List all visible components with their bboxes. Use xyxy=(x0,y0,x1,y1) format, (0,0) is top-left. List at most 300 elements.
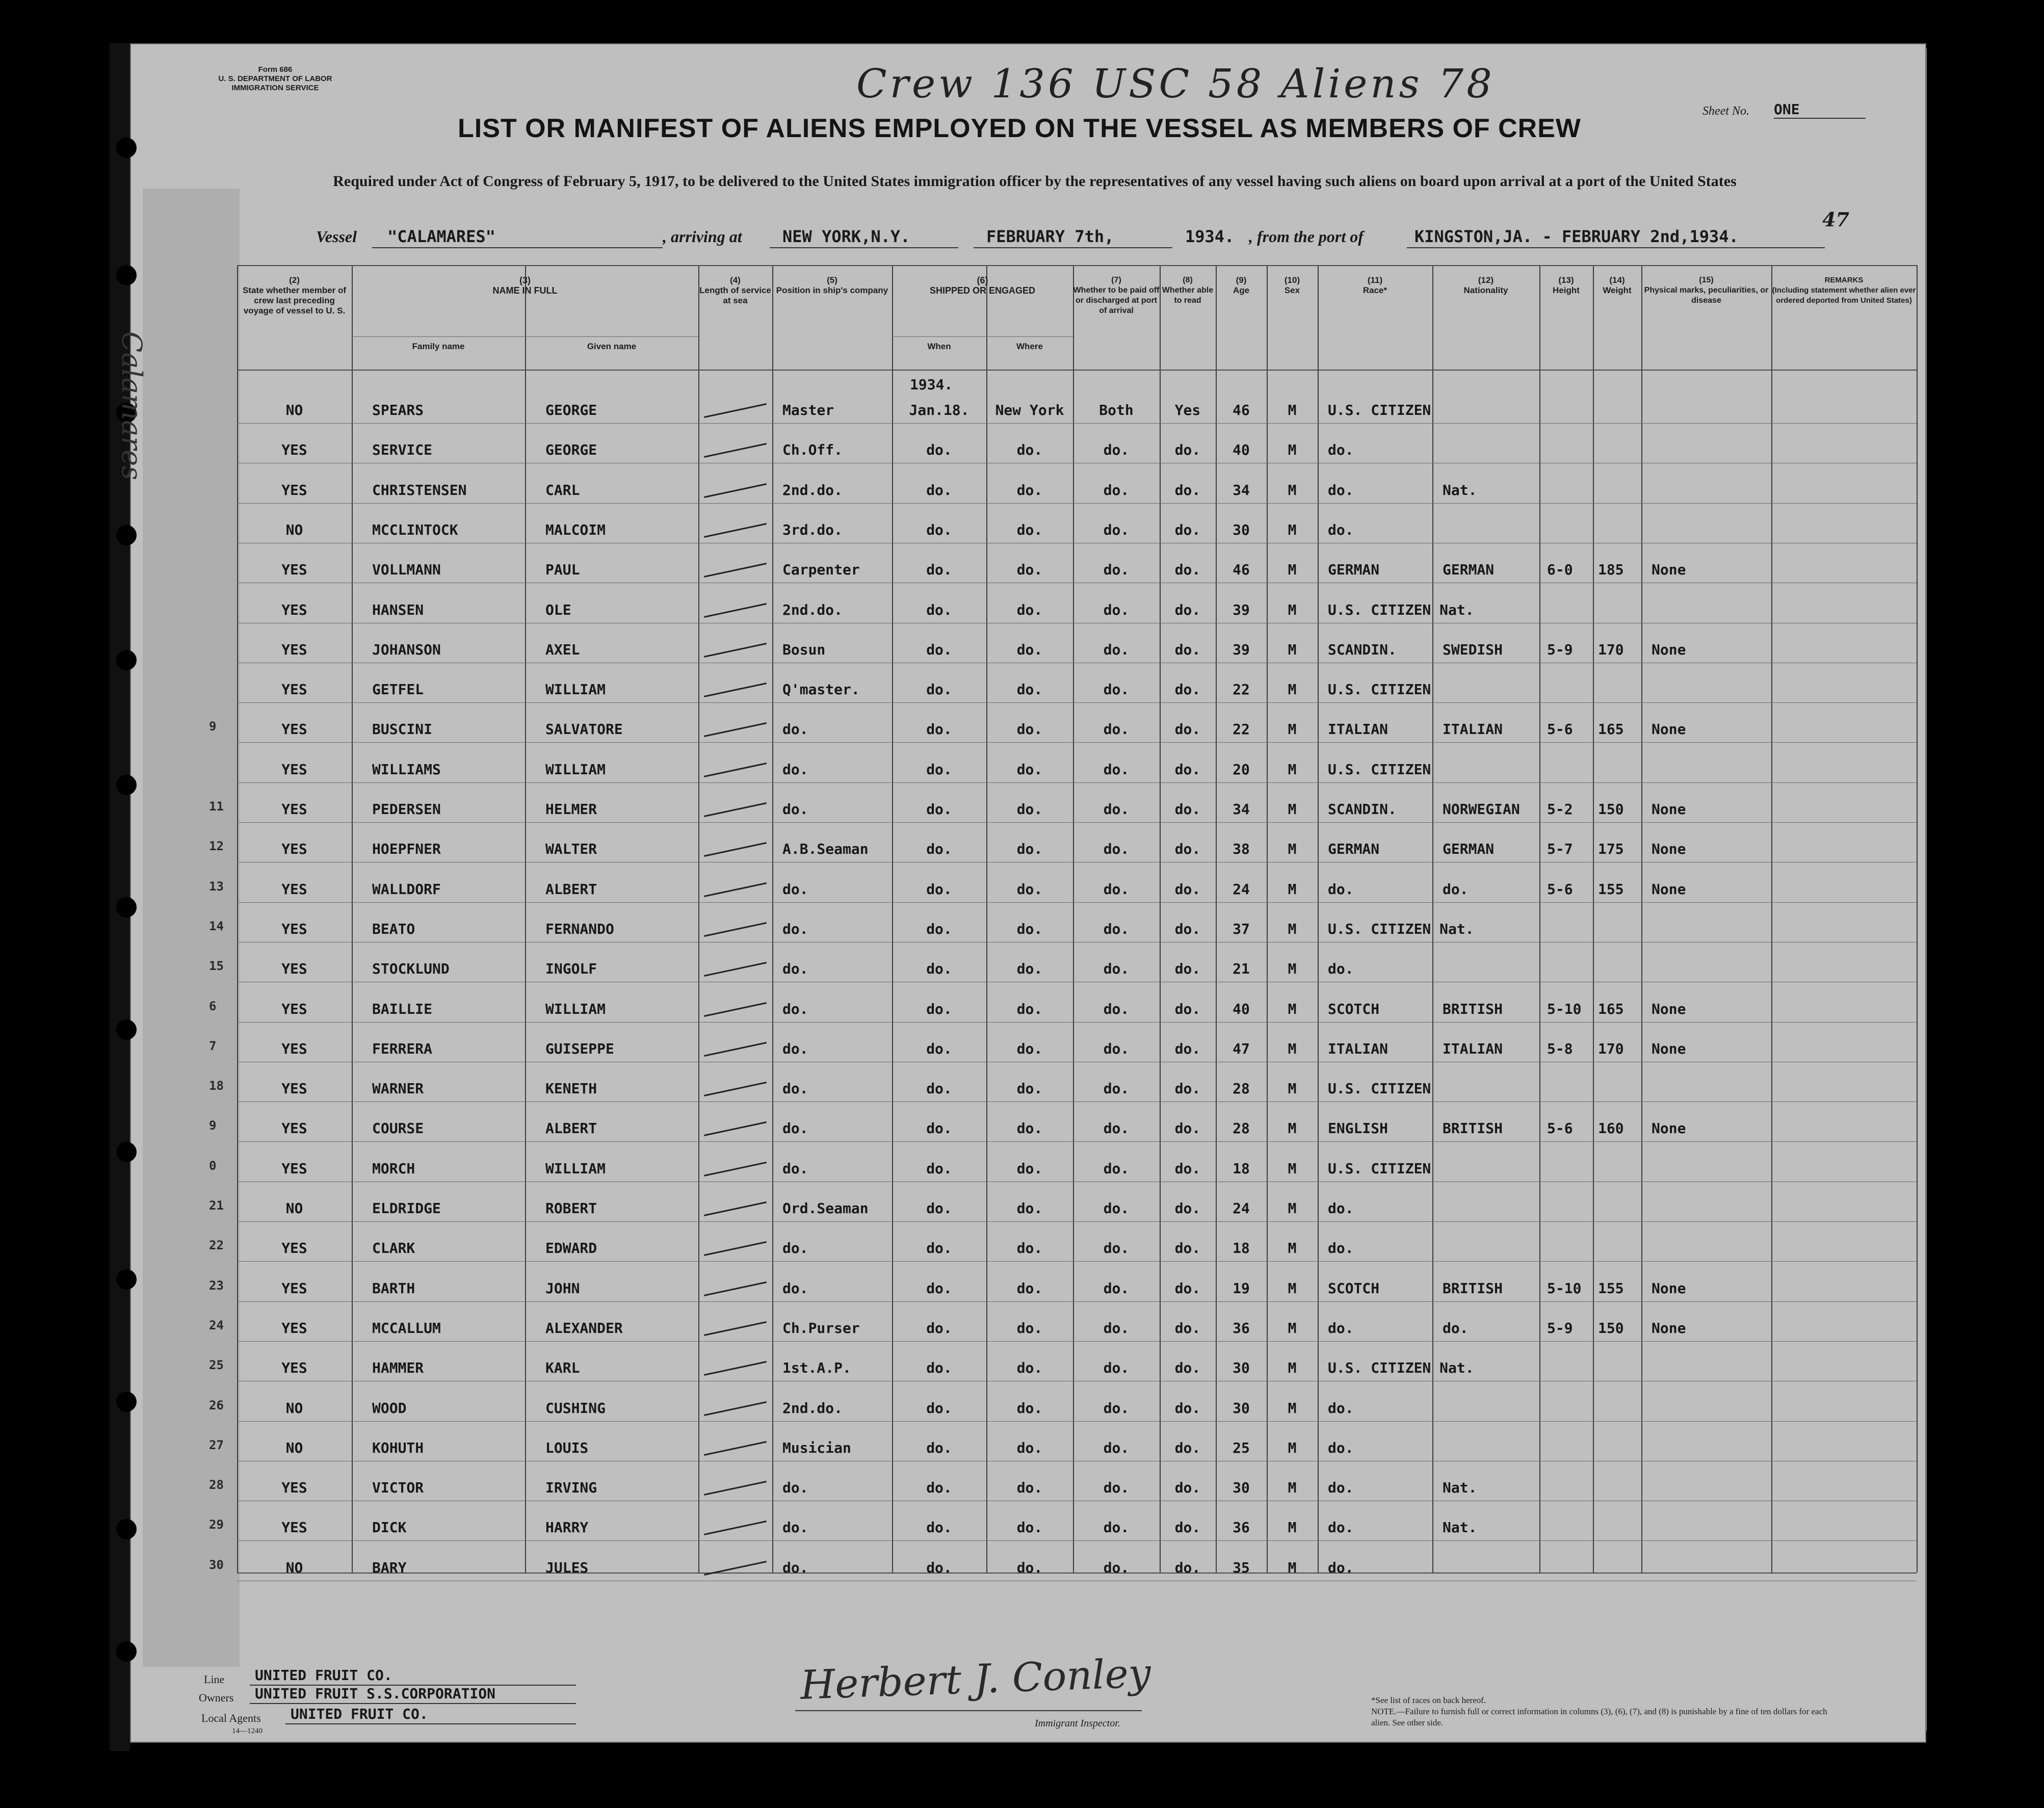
cell-prev: YES xyxy=(281,721,307,738)
cell-prev: YES xyxy=(281,1080,307,1097)
page-title: LIST OR MANIFEST OF ALIENS EMPLOYED ON THE VESSEL AS MEMBERS OF CREW xyxy=(458,114,1581,143)
column-divider xyxy=(352,265,353,1573)
cell-family: HOEPFNER xyxy=(372,841,441,858)
cell-sex: M xyxy=(1288,561,1297,579)
length-service-dash xyxy=(704,1241,767,1256)
cell-given: PAUL xyxy=(545,561,580,579)
cell-age: 25 xyxy=(1233,1439,1250,1456)
cell-age: 24 xyxy=(1233,880,1250,898)
cell-position: do. xyxy=(782,1279,808,1297)
header-race: (11) Race* xyxy=(1362,275,1387,295)
cell-nat: BRITISH xyxy=(1443,1000,1503,1017)
row-rule xyxy=(237,902,1917,903)
cell-race: SCOTCH xyxy=(1328,1000,1380,1017)
header-nationality: (12) Nationality xyxy=(1463,275,1508,295)
cell-sex: M xyxy=(1288,960,1297,978)
row-number: 21 xyxy=(209,1198,224,1213)
cell-paid: do. xyxy=(1103,1120,1130,1137)
cell-given: ALEXANDER xyxy=(545,1319,623,1337)
cell-nat: NORWEGIAN xyxy=(1443,801,1520,818)
cell-read: do. xyxy=(1174,960,1201,978)
cell-paid: do. xyxy=(1103,1359,1130,1377)
cell-where: do. xyxy=(1016,920,1043,937)
header-where: Where xyxy=(1016,342,1043,351)
cell-age: 40 xyxy=(1233,1000,1250,1017)
column-divider xyxy=(1073,265,1074,1573)
cell-where: do. xyxy=(1016,1439,1043,1456)
row-rule xyxy=(237,782,1917,783)
binding-hole xyxy=(116,650,137,670)
cell-marks: None xyxy=(1652,841,1686,858)
cell-where: do. xyxy=(1016,1040,1043,1057)
cell-sex: M xyxy=(1288,1240,1297,1257)
cell-weight: 160 xyxy=(1598,1120,1624,1137)
length-service-dash xyxy=(704,922,767,937)
cell-position: do. xyxy=(782,960,808,978)
cell-sex: M xyxy=(1288,402,1297,418)
cell-read: do. xyxy=(1174,1399,1201,1417)
binding-hole xyxy=(116,1641,137,1662)
cell-race: do. xyxy=(1328,1479,1354,1497)
cell-age: 21 xyxy=(1233,960,1250,978)
cell-height: 5-10 xyxy=(1547,1279,1582,1297)
header-position: (5) Position in ship's company xyxy=(776,275,888,295)
cell-when: do. xyxy=(926,641,952,658)
cell-nat: BRITISH xyxy=(1443,1120,1503,1137)
cell-marks: None xyxy=(1652,1279,1686,1297)
cell-given: WILLIAM xyxy=(545,681,606,698)
form-header xyxy=(204,65,347,93)
cell-paid: do. xyxy=(1103,521,1130,538)
cell-weight: 185 xyxy=(1598,561,1624,579)
cell-when: do. xyxy=(926,761,952,778)
cell-sex: M xyxy=(1288,1479,1297,1497)
cell-nat: SWEDISH xyxy=(1443,641,1503,658)
cell-age: 22 xyxy=(1233,681,1250,698)
row-rule xyxy=(237,1540,1917,1541)
inspector-signature: Herbert J. Conley xyxy=(799,1650,1152,1709)
arrival-year: 1934. xyxy=(1185,227,1235,246)
cell-paid: do. xyxy=(1103,1559,1130,1576)
cell-marks: None xyxy=(1652,1120,1686,1137)
cell-given: EDWARD xyxy=(545,1240,597,1257)
cell-given: ROBERT xyxy=(545,1200,597,1217)
cell-height: 5-7 xyxy=(1547,841,1573,858)
cell-where: do. xyxy=(1016,641,1043,658)
cell-age: 22 xyxy=(1233,721,1250,738)
cell-age: 19 xyxy=(1233,1279,1250,1297)
cell-given: MALCOIM xyxy=(545,521,606,538)
length-service-dash xyxy=(704,603,767,618)
row-number: 6 xyxy=(209,999,217,1013)
cell-sex: M xyxy=(1288,1559,1297,1576)
cell-height: 5-2 xyxy=(1547,801,1573,818)
cell-when: do. xyxy=(926,1040,952,1057)
cell-read: do. xyxy=(1174,841,1201,858)
cell-weight: 165 xyxy=(1598,721,1624,738)
cell-marks: None xyxy=(1652,641,1686,658)
cell-read: do. xyxy=(1174,1319,1201,1337)
cell-race: do. xyxy=(1328,1399,1354,1417)
length-service-dash xyxy=(704,1042,767,1057)
cell-given: WILLIAM xyxy=(545,1000,606,1017)
cell-family: COURSE xyxy=(372,1120,424,1137)
column-divider xyxy=(237,265,238,1573)
cell-position: do. xyxy=(782,1160,808,1177)
cell-prev: YES xyxy=(281,1279,307,1297)
cell-where: do. xyxy=(1016,880,1043,898)
cell-sex: M xyxy=(1288,1200,1297,1217)
cell-when: do. xyxy=(926,1000,952,1017)
cell-given: IRVING xyxy=(545,1479,597,1497)
cell-race: U.S. CITIZEN xyxy=(1328,402,1431,418)
cell-given: KARL xyxy=(545,1359,580,1377)
cell-height: 6-0 xyxy=(1547,561,1573,579)
cell-position: Master xyxy=(782,402,834,418)
cell-position: Ch.Purser xyxy=(782,1319,860,1337)
cell-where: do. xyxy=(1016,1519,1043,1536)
cell-sex: M xyxy=(1288,1439,1297,1456)
length-service-dash xyxy=(704,523,767,538)
binding-hole xyxy=(116,775,137,795)
cell-nat: GERMAN xyxy=(1443,561,1495,579)
cell-sex: M xyxy=(1288,641,1297,658)
cell-given: FERNANDO xyxy=(545,920,614,937)
form-number: Form 686 xyxy=(258,65,293,74)
form-service: IMMIGRATION SERVICE xyxy=(231,84,319,92)
row-number: 26 xyxy=(209,1398,224,1412)
row-rule xyxy=(237,742,1917,743)
cell-when: do. xyxy=(926,1319,952,1337)
cell-race: do. xyxy=(1328,1240,1354,1257)
cell-position: do. xyxy=(782,801,808,818)
header-shipped-engaged: (6) SHIPPED OR ENGAGED xyxy=(929,275,1036,296)
cell-where: do. xyxy=(1016,441,1043,459)
cell-family: FERRERA xyxy=(372,1040,433,1057)
cell-paid: do. xyxy=(1103,1319,1130,1337)
cell-when: do. xyxy=(926,1200,952,1217)
cell-age: 38 xyxy=(1233,841,1250,858)
column-divider xyxy=(525,265,526,1573)
cell-when: do. xyxy=(926,841,952,858)
table-top-border xyxy=(237,265,1917,266)
column-divider xyxy=(1267,265,1268,1573)
cell-nat: ITALIAN xyxy=(1443,721,1503,738)
cell-sex: M xyxy=(1288,1399,1297,1417)
cell-marks: None xyxy=(1652,1319,1686,1337)
cell-race: U.S. CITIZEN Nat. xyxy=(1328,920,1474,937)
cell-where: do. xyxy=(1016,681,1043,698)
cell-position: 1st.A.P. xyxy=(782,1359,851,1377)
cell-read: do. xyxy=(1174,1479,1201,1497)
cell-where: do. xyxy=(1016,1160,1043,1177)
cell-when: do. xyxy=(926,1359,952,1377)
cell-position: Ord.Seaman xyxy=(782,1200,869,1217)
row-rule xyxy=(237,1141,1917,1142)
cell-position: A.B.Seaman xyxy=(782,841,869,858)
cell-where: do. xyxy=(1016,1319,1043,1337)
cell-age: 36 xyxy=(1233,1519,1250,1536)
cell-read: do. xyxy=(1174,1120,1201,1137)
cell-where: do. xyxy=(1016,801,1043,818)
row-number: 29 xyxy=(209,1517,224,1532)
cell-given: HARRY xyxy=(545,1519,589,1536)
penalty-note: NOTE.—Failure to furnish full or correct information in columns (3), (6), (7), and (8) is punishable by a fine of ten dollars for each alien. See other side. xyxy=(1371,1707,1827,1727)
cell-family: ELDRIDGE xyxy=(372,1200,441,1217)
cell-sex: M xyxy=(1288,1120,1297,1137)
cell-where: do. xyxy=(1016,761,1043,778)
cell-height: 5-6 xyxy=(1547,1120,1573,1137)
cell-where: do. xyxy=(1016,561,1043,579)
cell-read: do. xyxy=(1174,481,1201,499)
cell-position: Carpenter xyxy=(782,561,860,579)
cell-race: SCANDIN. xyxy=(1328,641,1397,658)
cell-prev: NO xyxy=(285,1200,303,1217)
cell-paid: do. xyxy=(1103,841,1130,858)
cell-where: do. xyxy=(1016,601,1043,618)
cell-age: 36 xyxy=(1233,1319,1250,1337)
cell-paid: do. xyxy=(1103,761,1130,778)
cell-height: 5-9 xyxy=(1547,1319,1573,1337)
row-rule xyxy=(237,423,1917,424)
cell-age: 34 xyxy=(1233,801,1250,818)
cell-when: do. xyxy=(926,1559,952,1576)
length-service-dash xyxy=(704,1002,767,1017)
cell-race: do. xyxy=(1328,1200,1354,1217)
cell-when: do. xyxy=(926,1399,952,1417)
row-rule xyxy=(237,822,1917,823)
row-rule xyxy=(237,1221,1917,1222)
cell-paid: do. xyxy=(1103,561,1130,579)
cell-age: 30 xyxy=(1233,521,1250,538)
row-number: 25 xyxy=(209,1358,224,1373)
stub-strip xyxy=(143,189,240,1667)
cell-race: SCOTCH xyxy=(1328,1279,1380,1297)
cell-age: 46 xyxy=(1233,561,1250,579)
length-service-dash xyxy=(704,1521,767,1535)
column-divider xyxy=(1318,265,1319,1573)
cell-prev: YES xyxy=(281,761,307,778)
cell-family: WILLIAMS xyxy=(372,761,441,778)
form-code: 14—1240 xyxy=(232,1727,263,1735)
cell-read: do. xyxy=(1174,1080,1201,1097)
cell-sex: M xyxy=(1288,1319,1297,1337)
cell-when: do. xyxy=(926,801,952,818)
cell-family: MORCH xyxy=(372,1160,415,1177)
form-dept: U. S. DEPARTMENT OF LABOR xyxy=(218,74,332,83)
cell-height: 5-9 xyxy=(1547,641,1573,658)
cell-prev: YES xyxy=(281,801,307,818)
cell-family: VICTOR xyxy=(372,1479,424,1497)
cell-age: 35 xyxy=(1233,1559,1250,1576)
owners-label: Owners xyxy=(199,1691,234,1704)
cell-where: do. xyxy=(1016,1240,1043,1257)
binding-hole xyxy=(116,525,137,545)
cell-weight: 155 xyxy=(1598,1279,1624,1297)
cell-family: SPEARS xyxy=(372,402,424,418)
header-age: (9) Age xyxy=(1233,275,1250,295)
cell-family: JOHANSON xyxy=(372,641,441,658)
cell-where: do. xyxy=(1016,1479,1043,1497)
cell-family: MCCALLUM xyxy=(372,1319,441,1337)
cell-race: U.S. CITIZEN Nat. xyxy=(1328,601,1474,618)
cell-prev: YES xyxy=(281,681,307,698)
cell-where: do. xyxy=(1016,841,1043,858)
stub-handwriting: Calamares xyxy=(116,331,148,480)
cell-prev: YES xyxy=(281,1479,307,1497)
cell-prev: YES xyxy=(281,920,307,937)
binding-hole xyxy=(116,1519,137,1539)
cell-prev: YES xyxy=(281,1319,307,1337)
cell-family: WARNER xyxy=(372,1080,424,1097)
cell-prev: YES xyxy=(281,880,307,898)
cell-position: do. xyxy=(782,761,808,778)
cell-race: U.S. CITIZEN xyxy=(1328,1080,1431,1097)
cell-sex: M xyxy=(1288,1359,1297,1377)
cell-when: do. xyxy=(926,960,952,978)
cell-given: WILLIAM xyxy=(545,1160,606,1177)
cell-when: do. xyxy=(926,920,952,937)
cell-sex: M xyxy=(1288,521,1297,538)
cell-sex: M xyxy=(1288,1279,1297,1297)
cell-paid: do. xyxy=(1103,441,1130,459)
cell-race: do. xyxy=(1328,1319,1354,1337)
cell-race: do. xyxy=(1328,880,1354,898)
cell-read: do. xyxy=(1174,561,1201,579)
row-rule xyxy=(237,1341,1917,1342)
length-service-dash xyxy=(704,1121,767,1136)
cell-height: 5-10 xyxy=(1547,1000,1582,1017)
column-divider xyxy=(698,265,699,1573)
cell-where: do. xyxy=(1016,1559,1043,1576)
cell-height: 5-6 xyxy=(1547,880,1573,898)
binding-hole xyxy=(116,1019,137,1040)
header-sex: (10) Sex xyxy=(1284,275,1300,295)
cell-age: 18 xyxy=(1233,1240,1250,1257)
cell-read: do. xyxy=(1174,1359,1201,1377)
column-divider xyxy=(1432,265,1433,1573)
cell-given: WALTER xyxy=(545,841,597,858)
column-divider xyxy=(1771,265,1772,1573)
length-service-dash xyxy=(704,1441,767,1456)
header-name-in-full: (3) NAME IN FULL xyxy=(492,275,558,296)
cell-race: ITALIAN xyxy=(1328,721,1388,738)
cell-family: HAMMER xyxy=(372,1359,424,1377)
cell-read: do. xyxy=(1174,721,1201,738)
length-service-dash xyxy=(704,1321,767,1336)
cell-age: 28 xyxy=(1233,1120,1250,1137)
cell-read: do. xyxy=(1174,880,1201,898)
cell-prev: YES xyxy=(281,441,307,459)
cell-family: WOOD xyxy=(372,1399,407,1417)
length-service-dash xyxy=(704,1401,767,1416)
cell-paid: do. xyxy=(1103,801,1130,818)
header-length-service: (4) Length of service at sea xyxy=(699,275,771,305)
cell-family: CLARK xyxy=(372,1240,415,1257)
binding-hole xyxy=(116,897,137,918)
row-number: 22 xyxy=(209,1238,224,1253)
length-service-dash xyxy=(704,563,767,578)
cell-given: CARL xyxy=(545,481,580,499)
cell-family: WALLDORF xyxy=(372,880,441,898)
header-family-name: Family name xyxy=(412,342,465,351)
row-number: 23 xyxy=(209,1278,224,1293)
arrival-date: FEBRUARY 7th, xyxy=(986,227,1114,246)
cell-sex: M xyxy=(1288,601,1297,618)
cell-sex: M xyxy=(1288,721,1297,738)
cell-age: 46 xyxy=(1233,402,1250,418)
cell-position: do. xyxy=(782,880,808,898)
cell-sex: M xyxy=(1288,920,1297,937)
length-service-dash xyxy=(704,1281,767,1296)
cell-read: Yes xyxy=(1174,402,1201,418)
cell-sex: M xyxy=(1288,880,1297,898)
cell-prev: YES xyxy=(281,1000,307,1017)
cell-where: do. xyxy=(1016,960,1043,978)
cell-sex: M xyxy=(1288,441,1297,459)
cell-read: do. xyxy=(1174,1160,1201,1177)
header-weight: (14) Weight xyxy=(1603,275,1632,295)
length-service-dash xyxy=(704,1082,767,1096)
arriving-label: , arriving at xyxy=(663,227,742,246)
cell-given: GEORGE xyxy=(545,441,597,459)
cell-prev: YES xyxy=(281,1040,307,1057)
cell-prev: NO xyxy=(285,402,303,418)
cell-when: do. xyxy=(926,561,952,579)
cell-when: do. xyxy=(926,1439,952,1456)
cell-family: PEDERSEN xyxy=(372,801,441,818)
cell-family: STOCKLUND xyxy=(372,960,450,978)
cell-prev: YES xyxy=(281,841,307,858)
cell-sex: M xyxy=(1288,1080,1297,1097)
cell-where: do. xyxy=(1016,721,1043,738)
cell-read: do. xyxy=(1174,1240,1201,1257)
cell-race: SCANDIN. xyxy=(1328,801,1397,818)
cell-prev: YES xyxy=(281,1359,307,1377)
header-bottom-border xyxy=(237,370,1917,371)
line-value: UNITED FRUIT CO. xyxy=(255,1667,392,1684)
column-divider xyxy=(1593,265,1594,1573)
binding-hole xyxy=(116,1142,137,1162)
cell-sex: M xyxy=(1288,1000,1297,1017)
cell-sex: M xyxy=(1288,681,1297,698)
cell-prev: YES xyxy=(281,1120,307,1137)
cell-when: do. xyxy=(926,880,952,898)
row-rule xyxy=(237,1261,1917,1262)
cell-where: do. xyxy=(1016,1359,1043,1377)
row-number: 7 xyxy=(209,1038,217,1053)
cell-paid: do. xyxy=(1103,880,1130,898)
cell-when: do. xyxy=(926,1519,952,1536)
cell-age: 30 xyxy=(1233,1399,1250,1417)
cell-paid: do. xyxy=(1103,1040,1130,1057)
cell-position: Bosun xyxy=(782,641,826,658)
cell-when: do. xyxy=(926,1080,952,1097)
header-given-name: Given name xyxy=(587,342,637,351)
length-service-dash xyxy=(704,1481,767,1496)
binding-hole xyxy=(116,1392,137,1412)
row-number: 12 xyxy=(209,839,224,854)
cell-given: ALBERT xyxy=(545,880,597,898)
column-divider xyxy=(892,265,893,1573)
column-divider xyxy=(1160,265,1161,1573)
cell-weight: 170 xyxy=(1598,641,1624,658)
cell-paid: do. xyxy=(1103,1000,1130,1017)
cell-sex: M xyxy=(1288,761,1297,778)
cell-race: U.S. CITIZEN xyxy=(1328,681,1431,698)
cell-race: GERMAN xyxy=(1328,561,1380,579)
cell-when: do. xyxy=(926,521,952,538)
